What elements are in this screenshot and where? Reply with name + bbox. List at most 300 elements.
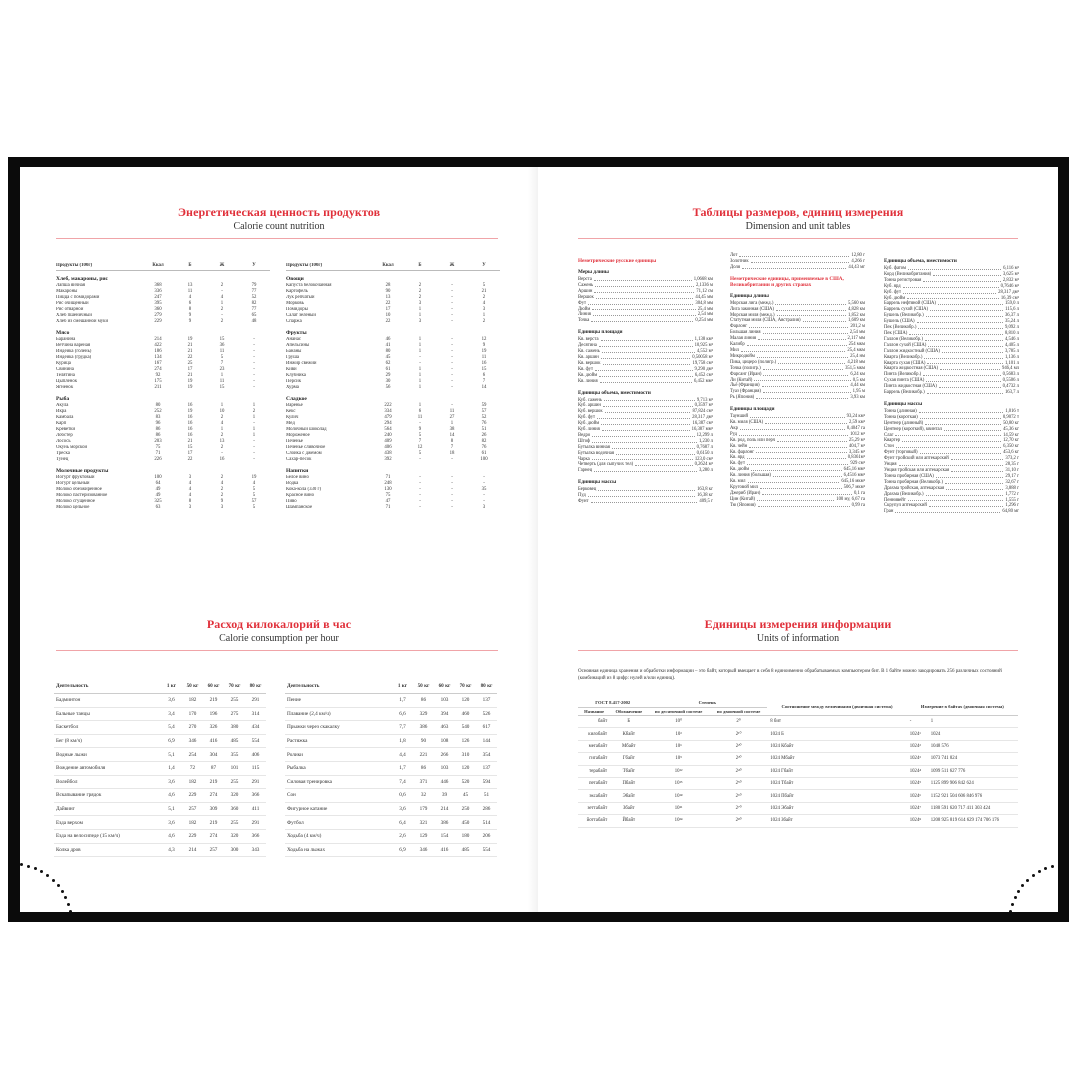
unit-name: Баррель сухой (США) (884, 307, 929, 313)
table-row (578, 716, 1018, 728)
calorie-value: 394 (434, 707, 455, 721)
table-row (285, 734, 497, 748)
nutrient-value: 6 (418, 409, 422, 414)
product-name: Шампанское (286, 505, 313, 510)
nutrient-value: - (451, 361, 453, 366)
nutrient-value: 134 (154, 355, 162, 360)
left-page (20, 167, 538, 912)
calorie-value: 270 (182, 721, 203, 735)
nutrient-value: - (253, 451, 255, 456)
dot-mark (1014, 896, 1017, 899)
table-cell: 2⁶⁰ (710, 790, 767, 802)
table-cell: 1208 925 819 614 629 174 706 176 (928, 815, 1018, 827)
unit-value: 1,230 л (698, 438, 713, 444)
product-name: Карп (56, 421, 67, 426)
table-cell: 8 бит (767, 716, 906, 728)
nutrient-value: - (451, 337, 453, 342)
nutrient-value: 3 (418, 319, 422, 324)
nutrient-value: 25 (187, 361, 193, 366)
unit-value: 19,758 см² (692, 360, 713, 366)
unit-name: Центнер (длинный) (884, 420, 924, 426)
unit-value: 929 см² (850, 461, 865, 467)
dot-leader (951, 456, 1004, 460)
calorie-value: 411 (245, 802, 266, 816)
product-name: Бананы (286, 349, 302, 354)
calorie-value: 275 (224, 707, 245, 721)
table-row (285, 802, 497, 816)
dot-mark (1032, 874, 1035, 877)
calorie-value: 3,6 (161, 694, 182, 708)
calorie-value: 320 (224, 829, 245, 843)
nutrient-value: 1 (252, 403, 256, 408)
product-name: Ананас (286, 337, 301, 342)
header-cell: 50 кг (182, 679, 203, 694)
unit-value: 1,609 км (848, 318, 865, 324)
unit-name: Сухая пинта (США) (884, 378, 925, 384)
group-heading: Меры длины (578, 269, 609, 275)
header-cell: 60 кг (203, 679, 224, 694)
calorie-value: 416 (434, 843, 455, 857)
dot-leader (919, 409, 1003, 413)
unit-name: Кварта сухая (США) (884, 360, 926, 366)
unit-value: 1,555 г (1005, 497, 1019, 503)
dot-leader (758, 336, 845, 340)
unit-value: 163,8 кг (697, 487, 713, 493)
table-cell: Пбайт (610, 777, 647, 789)
nutrient-value: 90 (385, 289, 391, 294)
unit-name: Пика, цицеро (полигр.) (730, 359, 777, 365)
nutrient-value: 564 (384, 427, 392, 432)
product-name: Красное вино (286, 493, 315, 498)
header-rule (56, 270, 270, 271)
unit-name: Лига законная (США) (730, 306, 774, 312)
nutrient-value: - (451, 385, 453, 390)
dot-mark (20, 863, 23, 866)
unit-value: 71,12 см (696, 288, 713, 294)
table-row (54, 748, 266, 762)
table-cell: 10¹⁸ (647, 790, 709, 802)
nutrient-value: - (253, 439, 255, 444)
nutrient-value: 252 (154, 409, 162, 414)
dot-leader (940, 366, 1000, 370)
dimension-tables-title: Таблицы размеров, единиц измерения (692, 205, 904, 219)
product-name: Цыплёнок (56, 379, 78, 384)
unit-value: 453,6 кг (1003, 450, 1019, 456)
unit-name: Вершок (578, 294, 594, 300)
nutrient-value: - (253, 343, 255, 348)
nutrient-value: 3 (482, 307, 486, 312)
calorie-value: 4,6 (161, 789, 182, 803)
unit-value: 0,6150 л (696, 450, 713, 456)
unit-name: Тонна (короткая) (884, 414, 918, 420)
unit-name: Пеннивейт (884, 497, 906, 503)
dot-leader (925, 337, 1003, 341)
nutrient-value: - (221, 313, 223, 318)
nutrient-value: 13 (187, 283, 193, 288)
unit-row (578, 499, 713, 505)
nutrient-value: - (419, 361, 421, 366)
calorie-value: 309 (203, 802, 224, 816)
nutrient-value: 16 (187, 427, 193, 432)
table-row (285, 775, 497, 789)
nutrient-value: 57 (481, 409, 487, 414)
nutrient-value: 7 (418, 439, 422, 444)
nutrient-value: - (483, 493, 485, 498)
nutrient-value: - (253, 445, 255, 450)
nutrient-value: 16 (187, 403, 193, 408)
unit-name: Фарсанг (Иран) (730, 371, 762, 377)
dot-mark (64, 896, 67, 899)
unit-value: 2,59 км² (848, 420, 865, 426)
unit-value: 4,218 мм (847, 359, 865, 365)
nutrient-value: 35 (481, 487, 487, 492)
calorie-value: 206 (476, 829, 497, 843)
product-name: Йогурт цельный (56, 481, 90, 486)
dot-leader (742, 265, 846, 269)
nutrient-value: 4 (220, 295, 224, 300)
nutrient-value: 14 (449, 433, 455, 438)
calorie-value: 446 (434, 775, 455, 789)
nutrient-value: 11 (187, 289, 193, 294)
table-row (578, 815, 1018, 827)
calorie-value: 255 (224, 775, 245, 789)
product-name: Варенье (286, 403, 303, 408)
nutrient-value: 36 (219, 343, 225, 348)
dot-leader (601, 421, 690, 425)
calorie-value: 366 (245, 789, 266, 803)
table-cell: килобайт (578, 728, 610, 740)
unit-name: Точка (полигр.) (730, 365, 761, 371)
nutrient-value: - (419, 505, 421, 510)
unit-name: Рь (Япония) (730, 395, 755, 401)
nutrient-value: - (451, 307, 453, 312)
nutrient-value: 4 (220, 481, 224, 486)
dot-leader (763, 366, 843, 370)
calorie-value: 250 (455, 802, 476, 816)
unit-value: 159,0 л (1004, 301, 1019, 307)
table-cell: 1024⁶ (907, 790, 928, 802)
dot-leader (951, 468, 1003, 472)
nutrient-value: 38 (449, 427, 455, 432)
product-name: Кекс (286, 409, 296, 414)
nutrient-value: 21 (187, 373, 193, 378)
unit-value: 3,785 л (1004, 348, 1019, 354)
activity-name: Прыжки через скакалку (285, 721, 392, 735)
nutrient-value: 7 (220, 361, 224, 366)
header-cell: Соотношение между величинами (двоичная система) (767, 699, 906, 716)
nutrient-value: 47 (385, 499, 391, 504)
product-name: Пиво (286, 499, 297, 504)
calorie-value: 1,7 (392, 694, 413, 708)
nutrient-value: 45 (385, 355, 391, 360)
nutrient-value: 49 (155, 487, 161, 492)
activity-name: Футбол (285, 816, 392, 830)
nutrient-value: 4 (188, 481, 192, 486)
nutrient-value: 336 (154, 289, 162, 294)
dot-leader (895, 509, 1000, 513)
nutrient-value: 2 (220, 307, 224, 312)
unit-name: Кв. сажень (578, 349, 600, 355)
nutrient-value: - (253, 421, 255, 426)
unit-name: Фунт (578, 499, 589, 505)
header-cell: Б (418, 263, 422, 268)
group-header-row (578, 699, 1018, 707)
unit-value: 6,452 мм² (693, 378, 713, 384)
table-cell: 10⁰ (647, 716, 709, 728)
table-cell: 2³⁰ (710, 753, 767, 765)
header-cell: по десятичной системе (647, 707, 709, 716)
dot-leader (938, 301, 1003, 305)
nutrient-value: 2 (220, 445, 224, 450)
unit-value: 16,39 см³ (1000, 295, 1019, 301)
nutrient-value: 8 (188, 307, 192, 312)
table-row (578, 753, 1018, 765)
product-name: Морковь (286, 301, 304, 306)
nutrient-value: 62 (385, 361, 391, 366)
unit-name: Доля (730, 264, 740, 270)
table-row (285, 748, 497, 762)
activity-name: Колка дров (54, 843, 161, 857)
calorie-value: 219 (203, 694, 224, 708)
table-cell: 2⁵⁰ (710, 777, 767, 789)
dot-leader (923, 372, 1000, 376)
nutrient-value: - (451, 481, 453, 486)
unit-value: 304,8 мм (695, 300, 713, 306)
dot-leader (907, 296, 999, 300)
product-name: Молоко цельное (56, 505, 90, 510)
activity-name: Бег (8 км/ч) (54, 734, 161, 748)
table-row (285, 721, 497, 735)
nutrient-value: 3 (188, 475, 192, 480)
table-cell: 1024 Кбайт (767, 740, 906, 752)
nutrient-value: 100 (480, 457, 488, 462)
divider (578, 650, 1018, 651)
table-cell: 2⁸⁰ (710, 815, 767, 827)
dot-leader (763, 389, 851, 393)
unit-value: 28,35 г (1005, 462, 1019, 468)
unit-name: Пинта жидкостная (США) (884, 384, 937, 390)
activity-name: Сон (285, 789, 392, 803)
table-row (54, 734, 266, 748)
unit-name: Туаз (Франция) (730, 389, 761, 395)
nutrient-value: 3 (418, 301, 422, 306)
divider (56, 238, 498, 239)
calorie-value: 257 (203, 843, 224, 857)
unit-value: 16,387 см³ (692, 421, 713, 427)
nutrient-value: 79 (251, 283, 257, 288)
unit-value: 4,552 м² (696, 349, 713, 355)
dot-leader (739, 253, 849, 257)
product-name: Индейка (грудка) (56, 355, 92, 360)
table-cell: 1024 Гбайт (767, 765, 906, 777)
table-cell: 1024⁴ (907, 765, 928, 777)
unit-name: Кв. линия (большая) (730, 473, 771, 479)
dot-leader (903, 284, 999, 288)
calorie-value: 266 (434, 748, 455, 762)
nutrient-value: 5 (418, 451, 422, 456)
unit-value: 32,67 г (1005, 479, 1019, 485)
group-heading: Овощи (286, 276, 304, 282)
product-name: Рис очищенный (56, 301, 89, 306)
nutrient-value: 96 (155, 421, 161, 426)
dot-leader (598, 487, 695, 491)
divider (578, 238, 1018, 239)
unit-name: Кв. фарлонг (730, 449, 755, 455)
table-cell: мегабайт (578, 740, 610, 752)
unit-name: Куб. линия (578, 427, 600, 433)
unit-name: Таунший (730, 414, 749, 420)
unit-name: Кв. аршин (578, 354, 599, 360)
dot-leader (603, 361, 691, 365)
unit-value: 373,2 г (1005, 456, 1019, 462)
table-cell: 1024 Мбайт (767, 753, 906, 765)
unit-name: Круговой мил (730, 485, 758, 490)
dot-leader (927, 390, 1003, 394)
dot-leader (600, 379, 692, 383)
unit-name: Десятина (578, 343, 597, 349)
unit-name: Точка (578, 318, 590, 324)
nutrient-value: 226 (154, 457, 162, 462)
unit-value: 2,1336 м (695, 282, 713, 288)
dot-leader (635, 462, 692, 466)
nutrient-value: 1 (220, 373, 224, 378)
calorie-value: 7,4 (392, 775, 413, 789)
calorie-value: 291 (245, 694, 266, 708)
nutrient-value: - (451, 493, 453, 498)
header-cell: Продукты (100г) (56, 263, 93, 268)
unit-value: 87,824 см³ (692, 409, 713, 415)
dot-leader (595, 367, 693, 371)
unit-name: Куб. фут (884, 289, 902, 295)
unit-value: 6,116 м³ (1003, 266, 1019, 271)
dot-leader (602, 427, 690, 431)
nutrient-value: 203 (154, 439, 162, 444)
table-cell: Кбайт (610, 728, 647, 740)
table-cell: 2¹⁰ (710, 728, 767, 740)
unit-value: 2,832 м³ (1002, 277, 1019, 283)
nutrient-value: 41 (385, 343, 391, 348)
calorie-value: 291 (245, 816, 266, 830)
unit-name: Тонна (длинная) (884, 408, 917, 414)
table-cell: Йбайт (610, 815, 647, 827)
nutrient-value: 9 (482, 343, 486, 348)
activity-name: Вскапывание грядок (54, 789, 161, 803)
nutrient-value: 409 (384, 439, 392, 444)
activity-name: Плавание (2,4 км/ч) (285, 707, 392, 721)
nutrient-value: 2 (220, 283, 224, 288)
product-name: Ягнёнок (56, 385, 74, 390)
dot-leader (926, 492, 1004, 496)
dot-mark (57, 884, 60, 887)
dot-leader (601, 337, 693, 341)
activity-name: Волейбол (54, 775, 161, 789)
unit-name: Кварта (Великобр.) (884, 354, 923, 360)
calorie-value: 286 (476, 802, 497, 816)
table-cell: 2⁷⁰ (710, 802, 767, 814)
dot-leader (762, 383, 849, 387)
table-row (285, 707, 497, 721)
unit-value: 0,99 га (851, 502, 865, 508)
dot-leader (903, 290, 996, 294)
nutrient-value: 1 (418, 373, 422, 378)
table-cell: 1024⁵ (907, 777, 928, 789)
dot-leader (616, 451, 695, 455)
dot-leader (747, 455, 846, 459)
unit-name: Куб. сажень (578, 397, 602, 403)
product-name: Лобстер (56, 433, 73, 438)
nutrient-value: 5 (252, 487, 256, 492)
calorie-value: 196 (203, 707, 224, 721)
unit-value: 2,54 мм (697, 312, 713, 318)
unit-value: 4,546 л (1004, 336, 1019, 342)
table-cell: эксабайт (578, 790, 610, 802)
unit-value: 0,50058 м² (692, 354, 713, 360)
unit-value: 4,405 л (1004, 342, 1019, 348)
table-cell: 10¹⁵ (647, 777, 709, 789)
calorie-value: 329 (413, 707, 434, 721)
calorie-value: 229 (182, 829, 203, 843)
unit-value: 3,280 л (698, 468, 713, 474)
calorie-value: 86 (413, 761, 434, 775)
unit-value: 0,4047 га (846, 425, 865, 431)
unit-value: 93,24 км² (846, 414, 865, 420)
unit-name: Фут (578, 300, 587, 306)
information-intro-text: Основная единица хранения и обработки информации – это байт, который вмещает в себя 8 единоименно обрабатываемых компьютером бит. В 1 байте можно закодировать 256 различных состояний (комбинаций из 8 цифр: нулей и/или единиц). (578, 669, 1002, 681)
product-name: Свинина (56, 367, 74, 372)
nutrient-value: 19 (251, 475, 257, 480)
nutrient-value: 13 (385, 295, 391, 300)
product-name: Хурма (286, 385, 299, 390)
unit-name: Кв. фут (578, 366, 593, 372)
dot-mark (67, 903, 70, 906)
unit-value: 409,5 г (699, 499, 713, 505)
unit-value: 163,7 л (1004, 390, 1019, 396)
product-name: Йогурт фруктовый (56, 475, 95, 480)
nutrient-value: 2 (220, 493, 224, 498)
calorie-value: 257 (182, 802, 203, 816)
unit-row (884, 509, 1019, 515)
dot-leader (741, 348, 845, 352)
dot-leader (896, 444, 1001, 448)
nutrient-value: 4 (220, 421, 224, 426)
table-row (285, 843, 497, 857)
unit-name: Чарка (578, 456, 590, 462)
group-heading: Единицы площади (578, 329, 623, 336)
unit-name: Драхма тройская, аптекарская (884, 485, 945, 491)
dot-leader (756, 450, 847, 454)
nutrient-value: 75 (385, 493, 391, 498)
calorie-value: 126 (455, 734, 476, 748)
unit-value: 28,317 дм³ (692, 415, 713, 421)
calorie-value: 354 (476, 748, 497, 762)
nutrient-value: 92 (155, 373, 161, 378)
calorie-value: 594 (476, 775, 497, 789)
dot-leader (749, 324, 848, 328)
group-heading: Неметрические единицы, применяемые в США, Великобритании и других странах (730, 275, 844, 288)
nutrient-value: 222 (384, 403, 392, 408)
dot-leader (592, 433, 694, 437)
nutrient-value: 1 (252, 415, 256, 420)
nutrient-value: 5 (482, 283, 486, 288)
units-column-1 (578, 253, 713, 505)
unit-name: Кв. ярд (730, 455, 745, 461)
header-cell: Измерение в байтах (двоичная система) (907, 699, 1018, 716)
unit-name: Баррель (Великобр.) (884, 390, 925, 396)
nutrient-value: 46 (385, 337, 391, 342)
nutrient-value: 4 (188, 487, 192, 492)
unit-name: Баррель нефтяной (США) (884, 301, 936, 307)
information-units-title: Единицы измерения информации (704, 617, 892, 631)
